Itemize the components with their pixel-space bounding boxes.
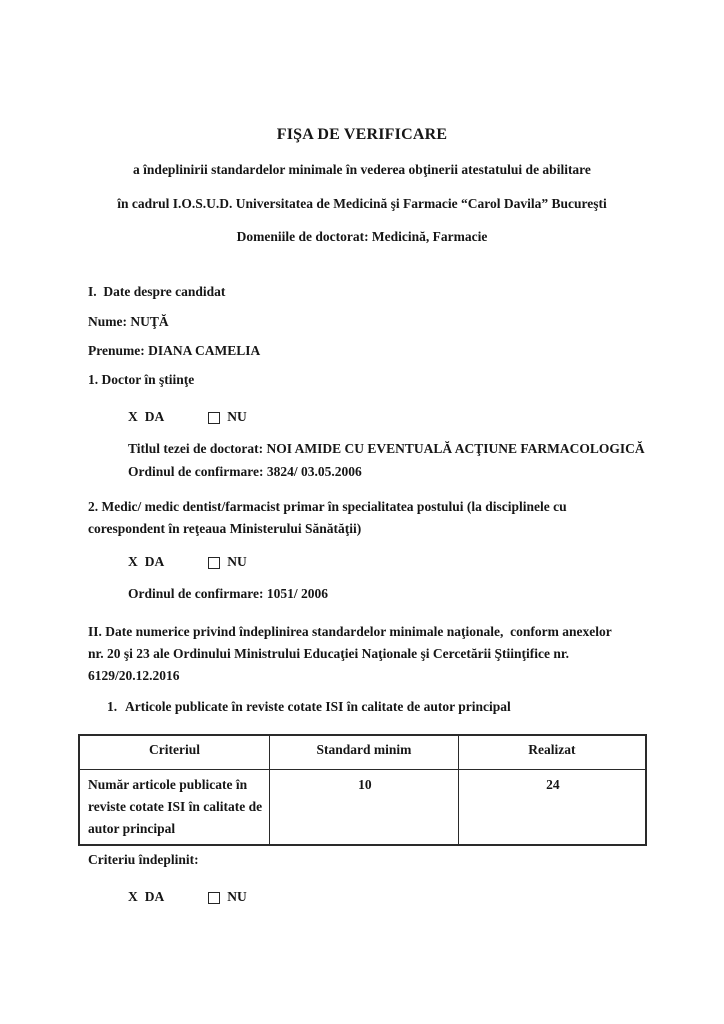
item1-thesis-block [88, 438, 658, 483]
criteria-list-item-1 [88, 696, 658, 718]
document-title: FIŞA DE VERIFICARE [276, 126, 448, 143]
da-check-x-mark: X [128, 554, 138, 569]
table-cell-standard: 10 [270, 770, 459, 846]
section-2-heading-line2: nr. 20 şi 23 ale Ordinului Ministrului Educaţiei Naţionale şi Cercetării Ştiinţifice nr. [88, 646, 570, 661]
item2-heading [88, 496, 658, 540]
candidate-name-line: Nume: NUŢĂ [88, 314, 169, 329]
section-1-heading: I. Date despre candidat [88, 284, 226, 299]
da-checkbox-label: DA [144, 409, 165, 424]
item2-checkbox-row [88, 551, 658, 573]
da-checkbox-label: DA [144, 554, 165, 569]
table-header-row [79, 735, 646, 770]
nu-checkbox-label: NU [227, 409, 247, 424]
criteria-met-checkbox-row [88, 886, 658, 908]
table-header-realizat: Realizat [458, 735, 646, 770]
document-subtitle-line2: în cadrul I.O.S.U.D. Universitatea de Medicină şi Farmacie “Carol Davila” Bucureşti [117, 196, 607, 211]
da-check-x-mark: X [128, 889, 138, 904]
table-row [79, 770, 646, 846]
document-subtitle-line1: a îndeplinirii standardelor minimale în vederea obţinerii atestatului de abilitare [133, 162, 591, 177]
nu-checkbox-empty-icon [208, 557, 220, 569]
table-cell-criterion: Număr articole publicate în reviste cotate ISI în calitate de autor principal [79, 770, 270, 846]
table-header-criteriul: Criteriul [79, 735, 270, 770]
table-cell-realizat: 24 [458, 770, 646, 846]
criteria-met-label: Criteriu îndeplinit: [88, 852, 199, 867]
da-check-x-mark: X [128, 409, 138, 424]
item1-checkbox-row [88, 406, 658, 428]
table-header-standard-minim: Standard minim [270, 735, 459, 770]
item1-heading: 1. Doctor în ştiinţe [88, 372, 195, 387]
nu-checkbox-empty-icon [208, 892, 220, 904]
nu-checkbox-empty-icon [208, 412, 220, 424]
list-item-number: 1. [107, 699, 118, 714]
item2-order-line: Ordinul de confirmare: 1051/ 2006 [128, 586, 328, 601]
criteria-table [78, 734, 647, 846]
document-subtitle-line3: Domeniile de doctorat: Medicină, Farmacie [236, 229, 488, 244]
thesis-order-line: Ordinul de confirmare: 3824/ 03.05.2006 [128, 464, 362, 479]
section-2-heading-line3: 6129/20.12.2016 [88, 668, 180, 683]
section-2-heading [88, 621, 658, 687]
nu-checkbox-label: NU [227, 554, 247, 569]
section-2-heading-line1: II. Date numerice privind îndeplinirea standardelor minimale naţionale, conform anexelor [88, 624, 612, 639]
candidate-firstname-line: Prenume: DIANA CAMELIA [88, 343, 261, 358]
item2-heading-line2: corespondent în reţeaua Ministerului Sănătăţii) [88, 521, 362, 536]
da-checkbox-label: DA [144, 889, 165, 904]
item2-heading-line1: 2. Medic/ medic dentist/farmacist primar în specialitatea postului (la disciplinele cu [88, 499, 567, 514]
nu-checkbox-label: NU [227, 889, 247, 904]
list-item-text: Articole publicate în reviste cotate ISI în calitate de autor principal [125, 699, 511, 714]
thesis-title-line: Titlul tezei de doctorat: NOI AMIDE CU EVENTUALĂ ACŢIUNE FARMACOLOGICĂ [128, 441, 645, 456]
